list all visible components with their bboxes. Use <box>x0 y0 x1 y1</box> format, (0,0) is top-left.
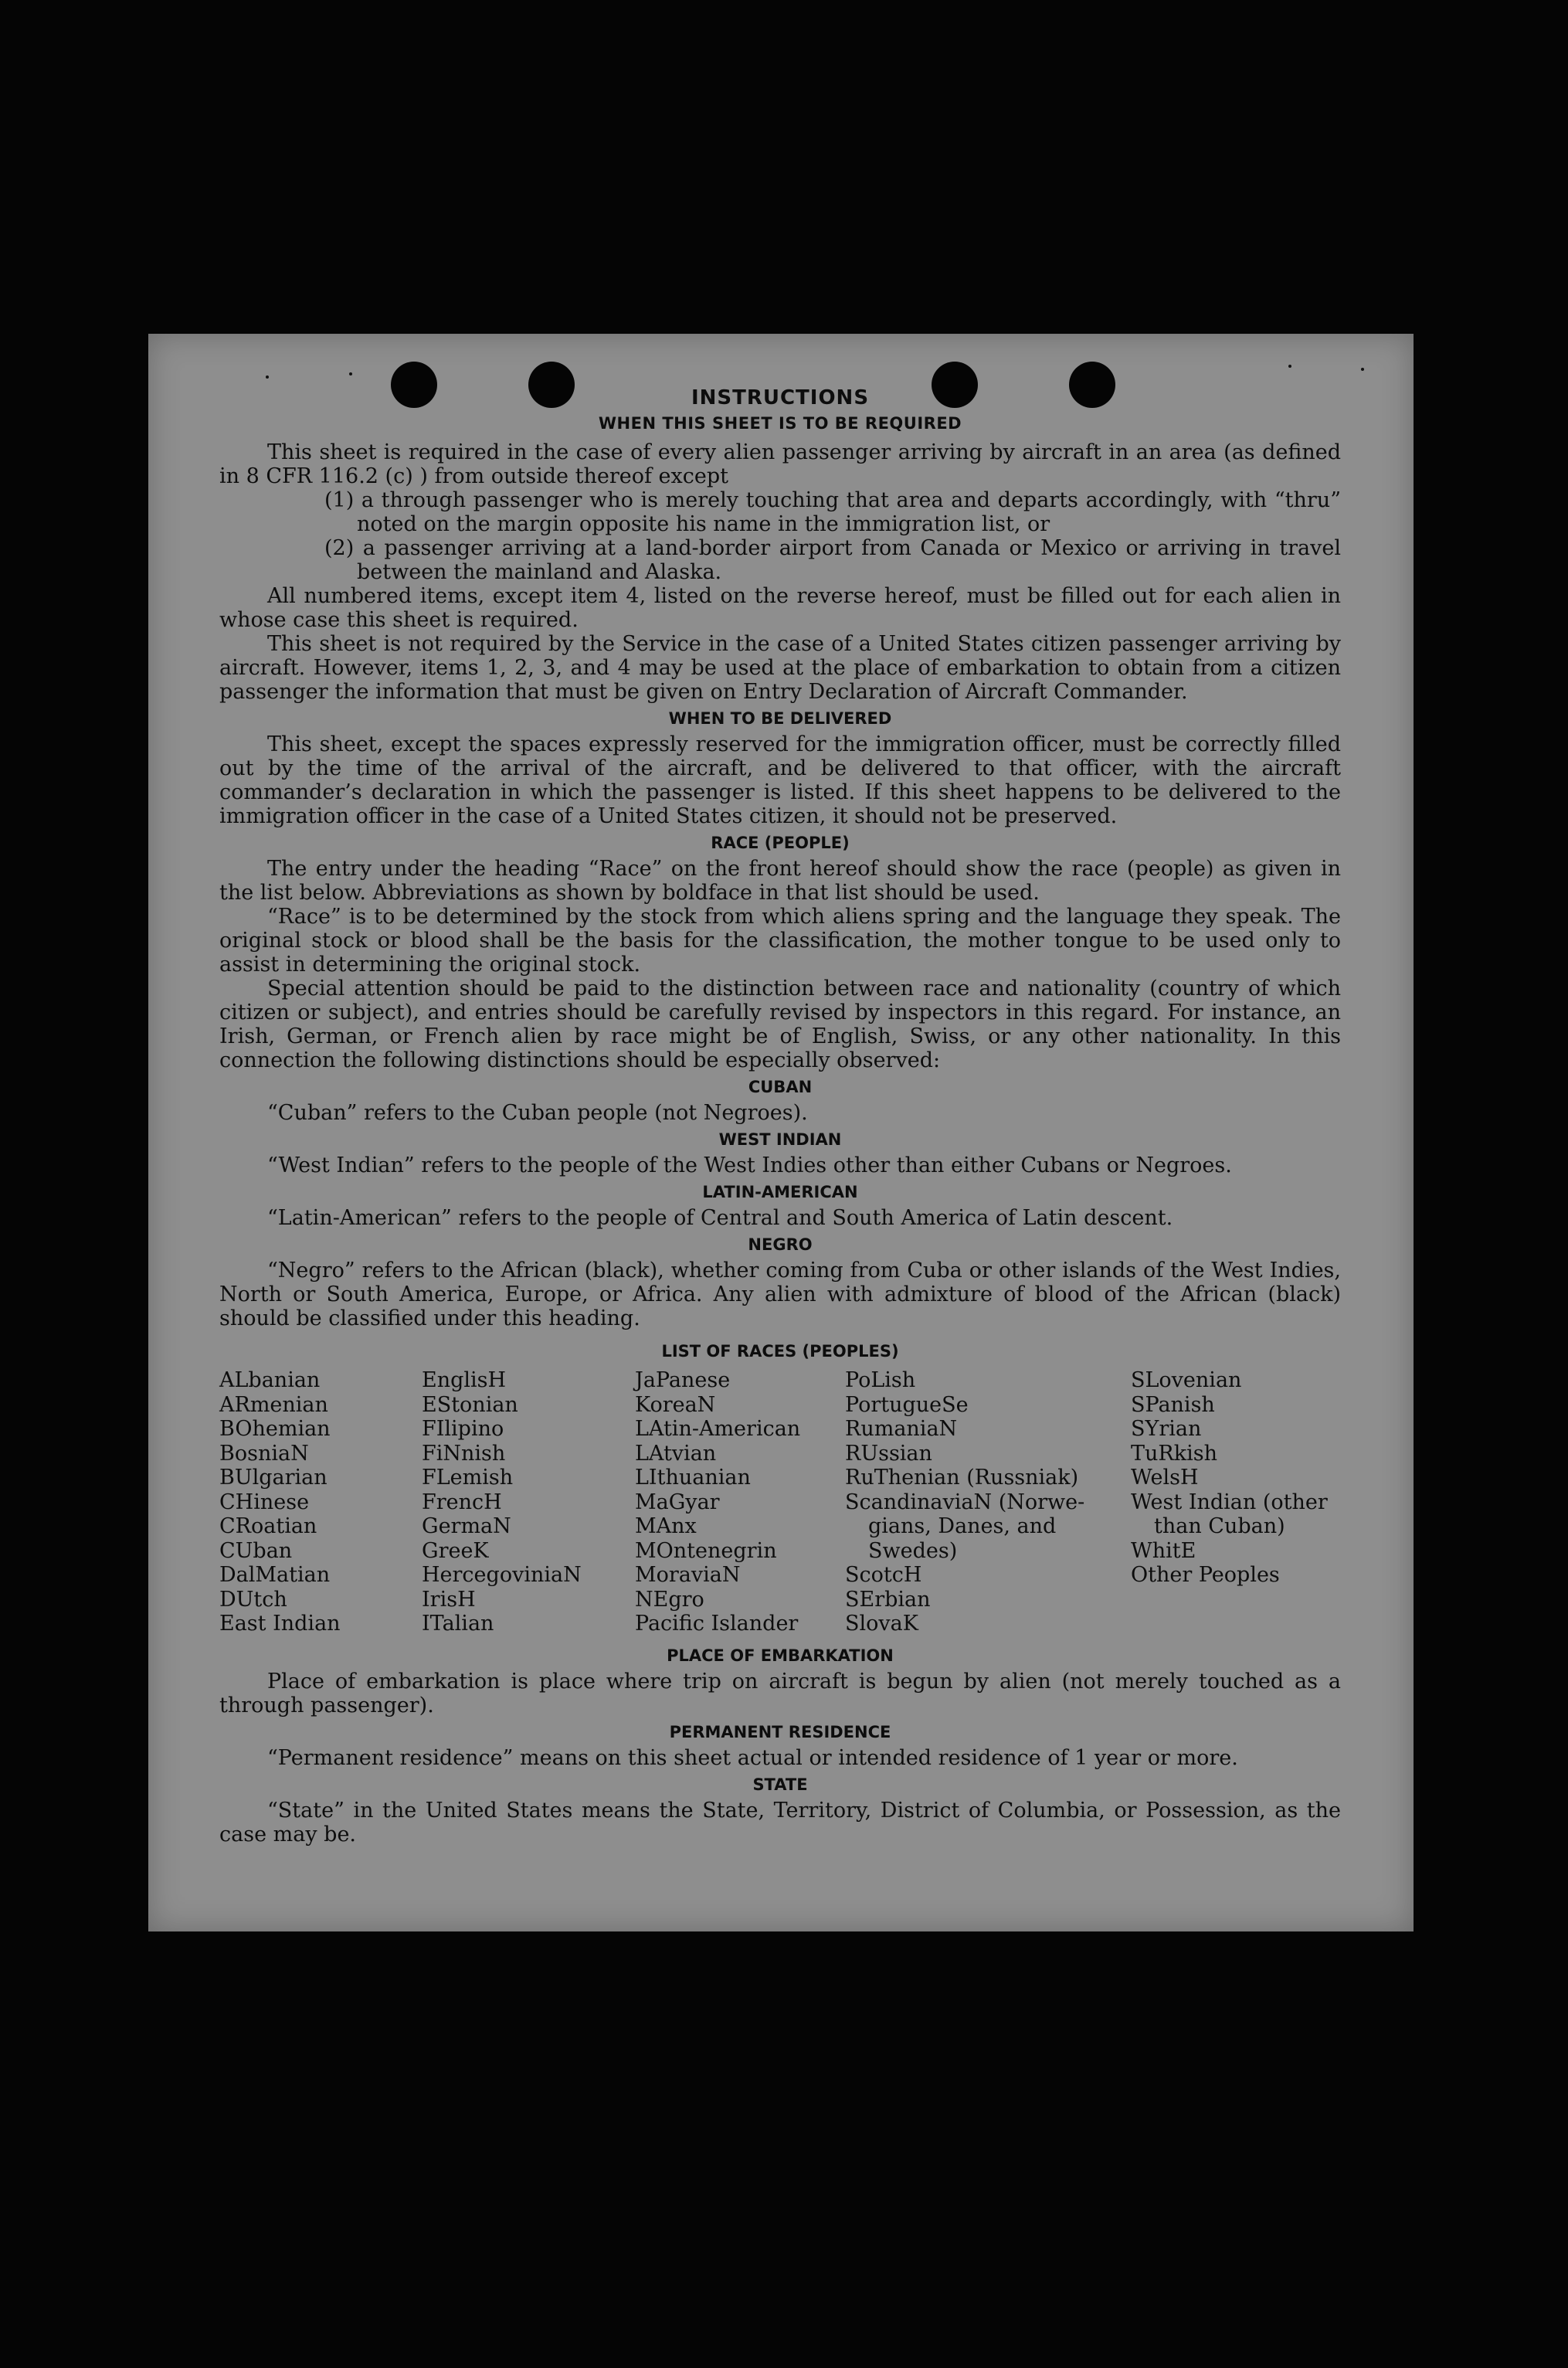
races-column <box>1131 1368 1341 1636</box>
race-entry: MAnx <box>635 1514 697 1538</box>
race-entry: TuRkish <box>1131 1441 1217 1466</box>
race-entry-continued: gians, Danes, and <box>868 1514 1057 1538</box>
paragraph: This sheet, except the spaces expressly reserved for the immigration officer, must be correctly filled out by the time of the arrival of the aircraft, and be delivered to that officer, with the aircraft commander’s declaration in which the passenger is listed. If this sheet happens to be delivered to the immigration officer in the case of a United States citizen, it should not be preserved. <box>219 732 1341 828</box>
paragraph: Place of embarkation is place where trip on aircraft is begun by alien (not merely touched as a through passenger). <box>219 1669 1341 1717</box>
paragraph: “Race” is to be determined by the stock from which aliens spring and the language they speak. The original stock or blood shall be the basis for the classification, the mother tongue to be used only to assist in determining the original stock. <box>219 905 1341 977</box>
races-column <box>422 1368 635 1636</box>
race-entry: West Indian (other <box>1131 1490 1328 1514</box>
race-entry: ScotcH <box>845 1563 922 1587</box>
race-entry: DUtch <box>219 1587 287 1612</box>
race-entry: BosniaN <box>219 1441 309 1466</box>
race-entry: ITalian <box>422 1612 494 1636</box>
speck <box>349 372 352 375</box>
races-column <box>219 1368 422 1636</box>
race-entry-continued: than Cuban) <box>1154 1514 1285 1538</box>
speck <box>266 375 269 379</box>
race-entry: ScandinaviaN (Norwe- <box>845 1490 1085 1514</box>
paragraph: This sheet is not required by the Service in the case of a United States citizen passenger arriving by aircraft. However, items 1, 2, 3, and 4 may be used at the place of embarkation to obtain from a citizen passenger the information that must be given on Entry Declaration of Aircraft Commander. <box>219 632 1341 704</box>
race-entry: WelsH <box>1131 1466 1199 1490</box>
race-entry: GermaN <box>422 1514 511 1538</box>
section-heading-residence: PERMANENT RESIDENCE <box>669 1722 891 1741</box>
race-entry: RuThenian (Russniak) <box>845 1466 1079 1490</box>
race-entry: JaPanese <box>635 1368 731 1392</box>
race-entry: Pacific Islander <box>635 1612 799 1636</box>
race-entry: East Indian <box>219 1612 341 1636</box>
race-entry: KoreaN <box>635 1392 716 1417</box>
race-entry: ALbanian <box>219 1368 321 1392</box>
race-entry: SErbian <box>845 1587 931 1612</box>
races-table <box>219 1368 1341 1636</box>
section-heading-embarkation: PLACE OF EMBARKATION <box>667 1646 894 1665</box>
race-entry: CUban <box>219 1538 293 1563</box>
race-entry: PortugueSe <box>845 1392 969 1417</box>
race-entry: PoLish <box>845 1368 916 1392</box>
race-entry: MOntenegrin <box>635 1538 777 1563</box>
instructions-text <box>219 386 1341 1846</box>
exception-item: (1) a through passenger who is merely touching that area and departs accordingly, with “thru” noted on the margin opposite his name in the immigration list, or <box>324 488 1341 536</box>
paragraph: The entry under the heading “Race” on the front hereof should show the race (people) as given in the list below. Abbreviations as shown by boldface in that list should be used. <box>219 857 1341 905</box>
race-entry: IrisH <box>422 1587 476 1612</box>
section-heading-races-list: LIST OF RACES (PEOPLES) <box>661 1342 899 1361</box>
race-entry: BOhemian <box>219 1417 331 1441</box>
race-entry: NEgro <box>635 1587 704 1612</box>
race-entry: SlovaK <box>845 1612 918 1636</box>
race-entry: EnglisH <box>422 1368 507 1392</box>
race-entry: FIlipino <box>422 1417 504 1441</box>
section-heading-delivered: WHEN TO BE DELIVERED <box>668 709 892 728</box>
race-entry: FiNnish <box>422 1441 506 1466</box>
paragraph: “Cuban” refers to the Cuban people (not Negroes). <box>267 1101 808 1125</box>
paragraph: “West Indian” refers to the people of the West Indies other than either Cubans or Negroes. <box>267 1153 1232 1177</box>
race-entry: Other Peoples <box>1131 1563 1280 1587</box>
race-entry: FrencH <box>422 1490 502 1514</box>
exception-item: (2) a passenger arriving at a land-border airport from Canada or Mexico or arriving in travel between the mainland and Alaska. <box>324 536 1341 584</box>
race-entry: LIthuanian <box>635 1466 751 1490</box>
race-entry: MoraviaN <box>635 1563 741 1587</box>
race-entry: ARmenian <box>219 1392 328 1417</box>
races-column <box>635 1368 845 1636</box>
race-entry: MaGyar <box>635 1490 720 1514</box>
race-entry: SPanish <box>1131 1392 1215 1417</box>
paragraph: All numbered items, except item 4, listed on the reverse hereof, must be filled out for each alien in whose case this sheet is required. <box>219 584 1341 632</box>
race-entry: SLovenian <box>1131 1368 1242 1392</box>
race-entry: EStonian <box>422 1392 518 1417</box>
instruction-sheet <box>148 334 1414 1931</box>
section-heading-state: STATE <box>752 1775 808 1794</box>
race-entry: LAtin-American <box>635 1417 801 1441</box>
section-heading-required: WHEN THIS SHEET IS TO BE REQUIRED <box>598 414 962 433</box>
race-entry: SYrian <box>1131 1417 1202 1441</box>
section-heading-latin-american: LATIN-AMERICAN <box>702 1183 858 1201</box>
race-entry: RumaniaN <box>845 1417 958 1441</box>
races-column <box>845 1368 1131 1636</box>
race-entry: WhitE <box>1131 1538 1196 1563</box>
section-heading-negro: NEGRO <box>748 1235 813 1254</box>
race-entry: LAtvian <box>635 1441 717 1466</box>
race-entry: FLemish <box>422 1466 514 1490</box>
race-entry: GreeK <box>422 1538 489 1563</box>
paragraph: Special attention should be paid to the distinction between race and nationality (country of which citizen or subject), and entries should be carefully revised by inspectors in this regard. For instance, an Irish, German, or French alien by race might be of English, Swiss, or any other nationality. In this connection the following distinctions should be especially observed: <box>219 977 1341 1072</box>
paragraph: “Negro” refers to the African (black), whether coming from Cuba or other islands of the West Indies, North or South America, Europe, or Africa. Any alien with admixture of blood of the African (black) should be classified under this heading. <box>219 1259 1341 1330</box>
race-entry: CHinese <box>219 1490 310 1514</box>
race-entry: BUlgarian <box>219 1466 328 1490</box>
race-entry: HercegoviniaN <box>422 1563 582 1587</box>
race-entry: DalMatian <box>219 1563 331 1587</box>
section-heading-west-indian: WEST INDIAN <box>718 1130 842 1149</box>
paragraph: This sheet is required in the case of every alien passenger arriving by aircraft in an area (as defined in 8 CFR 116.2 (c) ) from outside thereof except <box>219 440 1341 488</box>
race-entry-continued: Swedes) <box>868 1538 958 1563</box>
speck <box>1361 368 1364 371</box>
section-heading-race: RACE (PEOPLE) <box>711 834 850 852</box>
race-entry: CRoatian <box>219 1514 317 1538</box>
paragraph: “Latin-American” refers to the people of Central and South America of Latin descent. <box>267 1206 1173 1230</box>
page-title: INSTRUCTIONS <box>691 386 870 409</box>
paragraph: “Permanent residence” means on this sheet actual or intended residence of 1 year or more. <box>267 1745 1238 1770</box>
speck <box>1288 365 1291 368</box>
section-heading-cuban: CUBAN <box>748 1078 813 1096</box>
paragraph: “State” in the United States means the State, Territory, District of Columbia, or Possession, as the case may be. <box>219 1798 1341 1846</box>
race-entry: RUssian <box>845 1441 932 1466</box>
